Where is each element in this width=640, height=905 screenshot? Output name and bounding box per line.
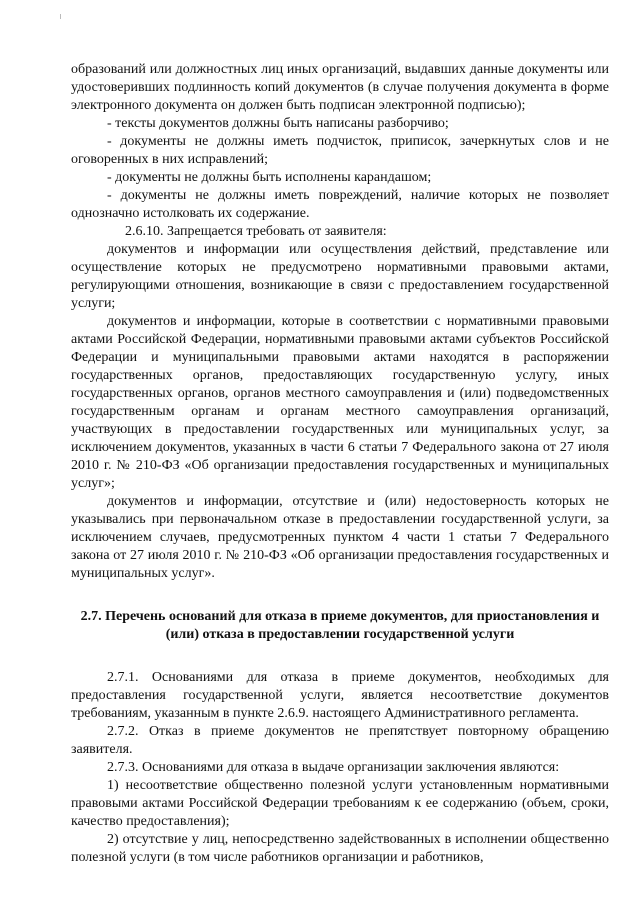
clause-2-7-2: 2.7.2. Отказ в приеме документов не препятствует повторному обращению заявителя.: [71, 724, 609, 757]
clause-2-7-3: 2.7.3. Основаниями для отказа в выдаче организации заключения являются:: [107, 760, 560, 775]
prohibited-item-3: документов и информации, отсутствие и (или) недостоверность которых не указывались при первоначальном отказе в предоставлении государственной услуги, за исключением случаев, предусмотренных пунктом 4 части 1 статьи 7 Федерального закона от 27 июля 2010 г. № 210-ФЗ «Об организации предоставления государственных и муниципальных услуг».: [71, 494, 609, 581]
requirement-legible: - тексты документов должны быть написаны разборчиво;: [107, 116, 449, 131]
clause-2-6-10: 2.6.10. Запрещается требовать от заявителя:: [125, 224, 387, 239]
refusal-ground-2: 2) отсутствие у лиц, непосредственно задействованных в исполнении общественно полезной услуги (в том числе работников организации и работников,: [71, 832, 609, 865]
paragraph-continuation: образований или должностных лиц иных организаций, выдавших данные документы или удостоверивших подлинность копий документов (в случае получения документа в форме электронного документа он должен быть подписан электронной подписью);: [71, 62, 609, 113]
refusal-ground-1: 1) несоответствие общественно полезной услуги установленным нормативными правовыми актами Российской Федерации требованиям к ее содержанию (объем, сроки, качество предоставления);: [71, 778, 609, 829]
clause-2-7-1: 2.7.1. Основаниями для отказа в приеме документов, необходимых для предоставления государственной услуги, является несоответствие документов требованиям, указанным в пункте 2.6.9. настоящего Административного регламента.: [71, 670, 609, 721]
prohibited-item-2: документов и информации, которые в соответствии с нормативными правовыми актами Российской Федерации, нормативными правовыми актами субъектов Российской Федерации и муниципальными правовыми актами находятся в распоряжении государственных органов, предоставляющих государственную услугу, иных государственных органов, органов местного самоуправления и (или) подведомственных государственным органам и органам местного самоуправления организаций, участвующих в предоставлении государственных или муниципальных услуг, за исключением документов, указанных в части 6 статьи 7 Федерального закона от 27 июля 2010 г. № 210-ФЗ «Об организации предоставления государственных и муниципальных услуг»;: [71, 314, 609, 491]
scan-mark: [60, 14, 61, 19]
requirement-no-damage: - документы не должны иметь повреждений, наличие которых не позволяет однозначно истолковать их содержание.: [71, 188, 609, 221]
requirement-no-pencil: - документы не должны быть исполнены карандашом;: [107, 170, 432, 185]
prohibited-item-1: документов и информации или осуществления действий, представление или осуществление которых не предусмотрено нормативными правовыми актами, регулирующими отношения, возникающие в связи с предоставлением государственной услуги;: [71, 242, 609, 311]
section-heading-2-7: 2.7. Перечень оснований для отказа в приеме документов, для приостановления и (или) отказа в предоставлении государственной услуги: [80, 609, 600, 642]
requirement-no-erasures: - документы не должны иметь подчисток, приписок, зачеркнутых слов и не оговоренных в них исправлений;: [71, 134, 609, 167]
